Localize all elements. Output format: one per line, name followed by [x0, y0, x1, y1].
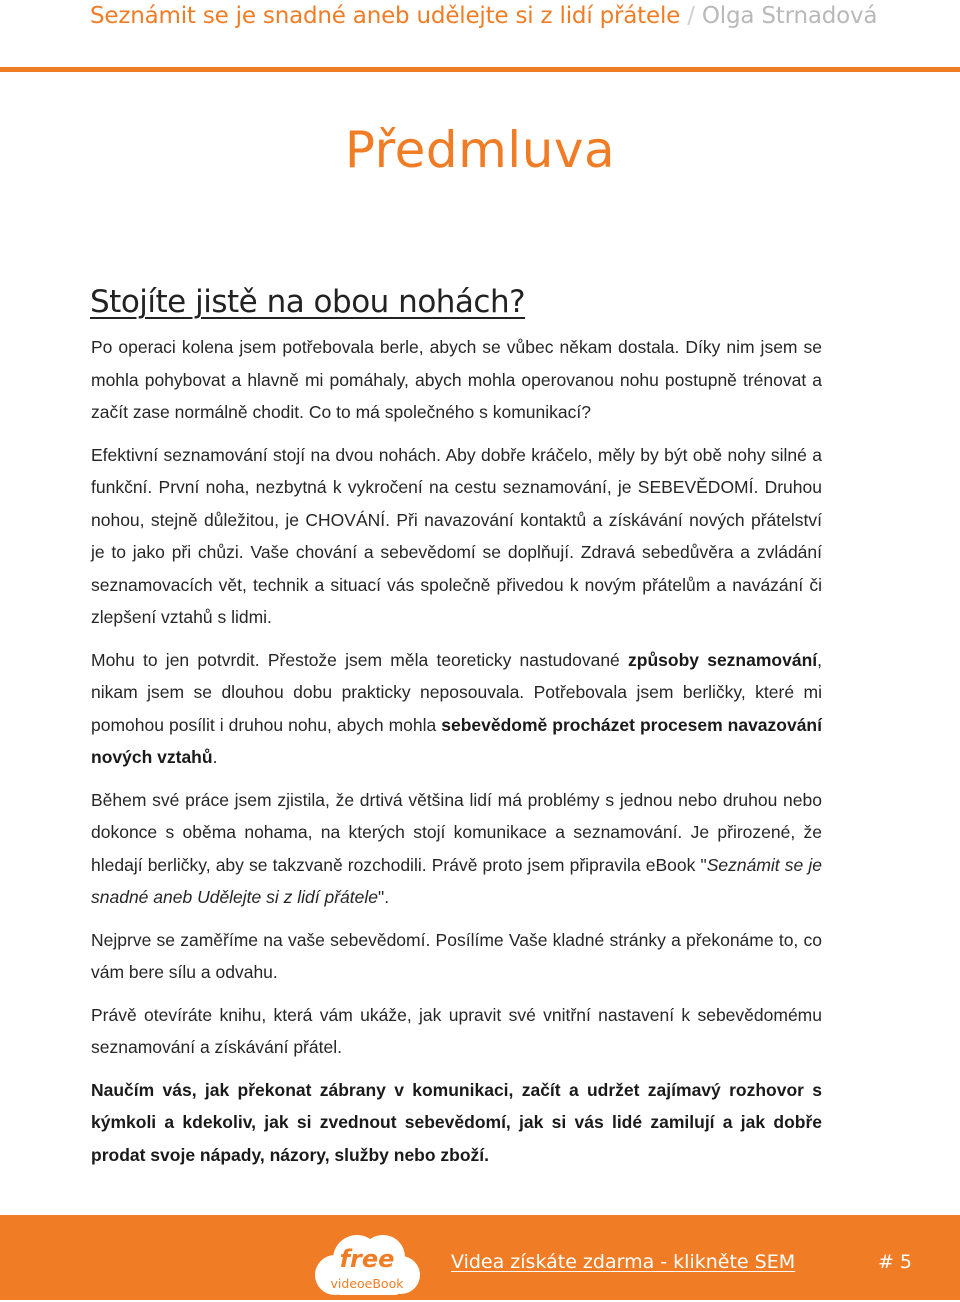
header-book-title: Seznámit se je snadné aneb udělejte si z lidí přátele — [90, 3, 681, 29]
paragraph-4-text-1: Během své práce jsem zjistila, že drtivá většina lidí má problémy s jednou nebo druhou nebo dokonce s oběma nohama, na kterých stojí komunikace a seznamování. Je přirozené, že hledají berličky, aby se takzvaně rozchodili. Právě proto jsem připravila eBook " — [91, 789, 822, 875]
paragraph-2: Efektivní seznamování stojí na dvou nohách. Aby dobře kráčelo, měly by být obě nohy silné a funkční. První noha, nezbytná k vykročení na cestu seznamování, je SEBEVĚDOMÍ. Druhou nohou, stejně důležitou, je CHOVÁNÍ. Při navazování kontaktů a získávání nových přátelství je to jako při chůzi. Vaše chování a sebevědomí se doplňují. Zdravá sebedůvěra a zvládání seznamovacích vět, technik a situací vás společně přivedou k novým přátelům a navázání či zlepšení vztahů s lidmi. — [91, 444, 822, 627]
section-heading: Stojíte jistě na obou nohách? — [90, 284, 526, 320]
paragraph-6: Právě otevíráte knihu, která vám ukáže, jak upravit své vnitřní nastavení k sebevědomému seznamování a získávání přátel. — [91, 1004, 822, 1057]
cloud-logo-icon — [313, 1233, 421, 1297]
paragraph-3-bold-1: způsoby seznamování — [628, 649, 818, 670]
running-header — [90, 0, 930, 32]
header-author: Olga Strnadová — [701, 3, 878, 29]
free-video-ebook-logo[interactable] — [313, 1233, 421, 1297]
page-number: # 5 — [877, 1251, 912, 1273]
paragraph-3-text-2: , nikam jsem se dlouhou dobu prakticky neposouvala. Potřebovala jsem berličky, které mi pomohou posílit i druhou nohu, abych mohla — [91, 649, 822, 735]
paragraph-3-bold-2: sebevědomě procházet procesem navazování nových vztahů — [91, 714, 822, 767]
header-divider — [0, 67, 960, 72]
logo-subtitle: videoeBook — [330, 1276, 404, 1291]
paragraph-3-text-1: Mohu to jen potvrdit. Přestože jsem měla teoreticky nastudované — [91, 649, 629, 670]
free-videos-link[interactable]: Videa získáte zdarma - klikněte SEM — [451, 1251, 796, 1273]
paragraph-4-italic-title: Seznámit se je snadné aneb Udělejte si z lidí přátele — [91, 854, 822, 907]
header-separator: / — [687, 3, 695, 29]
paragraph-4 — [91, 784, 822, 914]
body-text — [91, 331, 822, 1171]
paragraph-3-text-3: . — [212, 747, 218, 767]
paragraph-7 — [91, 1074, 822, 1172]
logo-word: free — [339, 1245, 395, 1273]
paragraph-4-text-2: ". — [378, 887, 390, 907]
paragraph-7-bold: Naučím vás, jak překonat zábrany v komunikaci, začít a udržet zajímavý rozhovor s kýmkoli a kdekoliv, jak si zvednout sebevědomí, jak si vás lidé zamilují a jak dobře prodat svoje nápady, názory, služby nebo zboží. — [91, 1079, 822, 1165]
page-title: Předmluva — [344, 121, 616, 179]
paragraph-1: Po operaci kolena jsem potřebovala berle, abych se vůbec někam dostala. Díky nim jsem se mohla pohybovat a hlavně mi pomáhaly, abych mohla operovanou nohu postupně trénovat a začít zase normálně chodit. Co to má společného s komunikací? — [91, 337, 822, 422]
paragraph-3 — [91, 644, 822, 774]
footer-bar — [0, 1215, 960, 1300]
paragraph-5: Nejprve se zaměříme na vaše sebevědomí. Posílíme Vaše kladné stránky a překonáme to, co vám bere sílu a odvahu. — [91, 929, 822, 982]
